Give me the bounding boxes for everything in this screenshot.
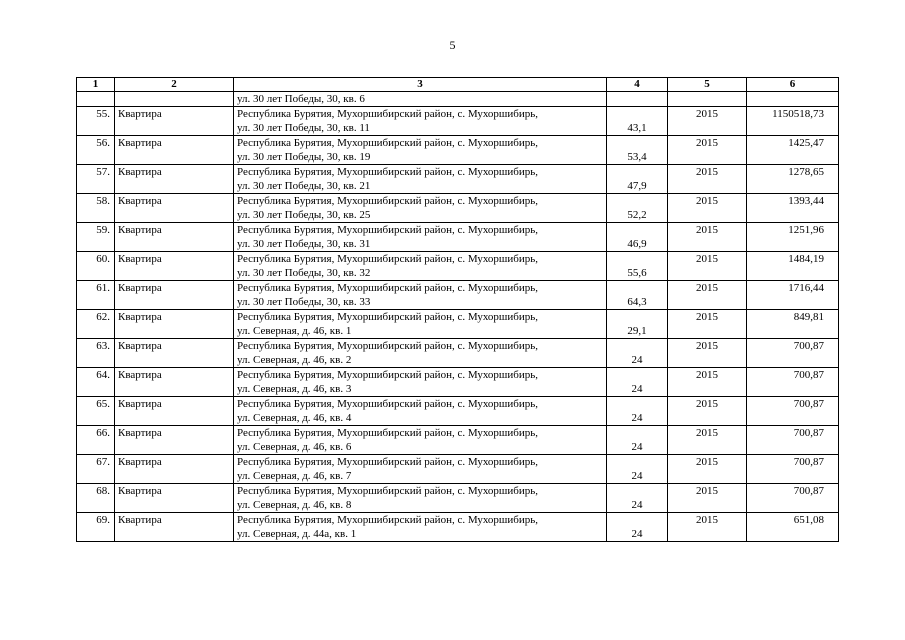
table-row — [77, 310, 839, 339]
address-line-1: Республика Бурятия, Мухоршибирский район, с. Мухоршибирь, — [237, 485, 539, 497]
cost-cell: 1393,44 — [747, 194, 839, 223]
year-cell: 2015 — [668, 397, 747, 426]
cost-cell: 700,87 — [747, 339, 839, 368]
area-cell: 55,6 — [607, 252, 668, 281]
object-type-cell: Квартира — [115, 426, 234, 455]
continuation-row — [77, 92, 839, 107]
address-line-1: Республика Бурятия, Мухоршибирский район, с. Мухоршибирь, — [237, 282, 539, 294]
cost-cell: 700,87 — [747, 455, 839, 484]
table-row — [77, 223, 839, 252]
row-number-cell: 67. — [77, 455, 115, 484]
address-line-2: ул. Северная, д. 46, кв. 2 — [237, 354, 352, 366]
year-cell: 2015 — [668, 484, 747, 513]
address-line-2: ул. 30 лет Победы, 30, кв. 21 — [237, 180, 371, 192]
year-cell: 2015 — [668, 194, 747, 223]
address-cell — [234, 426, 607, 455]
row-number-cell: 65. — [77, 397, 115, 426]
table-row — [77, 194, 839, 223]
address-line-2: ул. 30 лет Победы, 30, кв. 33 — [237, 296, 371, 308]
row-number-cell: 62. — [77, 310, 115, 339]
address-cell — [234, 368, 607, 397]
object-type-cell: Квартира — [115, 107, 234, 136]
cost-cell: 700,87 — [747, 368, 839, 397]
address-line-1: Республика Бурятия, Мухоршибирский район, с. Мухоршибирь, — [237, 224, 539, 236]
year-cell: 2015 — [668, 310, 747, 339]
object-type-cell: Квартира — [115, 397, 234, 426]
row-number-cell: 68. — [77, 484, 115, 513]
table-row — [77, 107, 839, 136]
row-number-cell: 69. — [77, 513, 115, 542]
address-line-2: ул. 30 лет Победы, 30, кв. 32 — [237, 267, 371, 279]
table-header-row — [77, 78, 839, 92]
cost-cell: 1150518,73 — [747, 107, 839, 136]
row-number-cell: 61. — [77, 281, 115, 310]
cost-cell: 1278,65 — [747, 165, 839, 194]
table-row — [77, 252, 839, 281]
row-number-cell: 63. — [77, 339, 115, 368]
page-number: 5 — [449, 38, 456, 52]
address-cell — [234, 194, 607, 223]
column-header: 1 — [77, 78, 115, 92]
area-cell: 43,1 — [607, 107, 668, 136]
address-line-1: Республика Бурятия, Мухоршибирский район, с. Мухоршибирь, — [237, 166, 539, 178]
address-cell — [234, 310, 607, 339]
column-header: 5 — [668, 78, 747, 92]
cost-cell: 700,87 — [747, 426, 839, 455]
address-line-1: Республика Бурятия, Мухоршибирский район, с. Мухоршибирь, — [237, 137, 539, 149]
table-row — [77, 484, 839, 513]
area-cell: 24 — [607, 426, 668, 455]
address-line-1: Республика Бурятия, Мухоршибирский район, с. Мухоршибирь, — [237, 311, 539, 323]
column-header: 4 — [607, 78, 668, 92]
table-body — [77, 92, 839, 542]
address-line-2: ул. Северная, д. 46, кв. 4 — [237, 412, 352, 424]
object-type-cell: Квартира — [115, 368, 234, 397]
address-line-2: ул. 30 лет Победы, 30, кв. 25 — [237, 209, 371, 221]
year-cell: 2015 — [668, 281, 747, 310]
object-type-cell: Квартира — [115, 165, 234, 194]
area-cell: 47,9 — [607, 165, 668, 194]
address-line-2: ул. Северная, д. 46, кв. 1 — [237, 325, 352, 337]
area-cell: 64,3 — [607, 281, 668, 310]
area-cell: 53,4 — [607, 136, 668, 165]
object-type-cell: Квартира — [115, 136, 234, 165]
address-line-1: Республика Бурятия, Мухоршибирский район, с. Мухоршибирь, — [237, 253, 539, 265]
address-cell — [234, 223, 607, 252]
address-cell — [234, 397, 607, 426]
column-header: 6 — [747, 78, 839, 92]
address-cell: ул. 30 лет Победы, 30, кв. 6 — [234, 92, 607, 107]
year-cell: 2015 — [668, 107, 747, 136]
address-line-1: Республика Бурятия, Мухоршибирский район, с. Мухоршибирь, — [237, 195, 539, 207]
row-number-cell: 60. — [77, 252, 115, 281]
row-number-cell: 59. — [77, 223, 115, 252]
address-line-2: ул. 30 лет Победы, 30, кв. 19 — [237, 151, 371, 163]
area-cell: 46,9 — [607, 223, 668, 252]
address-line-1: Республика Бурятия, Мухоршибирский район, с. Мухоршибирь, — [237, 514, 539, 526]
row-number-cell: 57. — [77, 165, 115, 194]
object-type-cell: Квартира — [115, 310, 234, 339]
property-registry-table — [76, 77, 839, 542]
row-number-cell: 66. — [77, 426, 115, 455]
object-type-cell: Квартира — [115, 194, 234, 223]
row-number-cell: 55. — [77, 107, 115, 136]
address-line-1: Республика Бурятия, Мухоршибирский район, с. Мухоршибирь, — [237, 369, 539, 381]
address-line-2: ул. Северная, д. 44а, кв. 1 — [237, 528, 357, 540]
table-row — [77, 339, 839, 368]
address-cell — [234, 339, 607, 368]
address-line-1: Республика Бурятия, Мухоршибирский район, с. Мухоршибирь, — [237, 398, 539, 410]
area-cell: 29,1 — [607, 310, 668, 339]
address-cell — [234, 107, 607, 136]
year-cell: 2015 — [668, 455, 747, 484]
cost-cell: 849,81 — [747, 310, 839, 339]
table-row — [77, 281, 839, 310]
address-line-2: ул. 30 лет Победы, 30, кв. 11 — [237, 122, 370, 134]
table-row — [77, 136, 839, 165]
cost-cell: 1484,19 — [747, 252, 839, 281]
address-cell — [234, 136, 607, 165]
address-line-1: Республика Бурятия, Мухоршибирский район, с. Мухоршибирь, — [237, 427, 539, 439]
object-type-cell: Квартира — [115, 223, 234, 252]
row-number-cell: 58. — [77, 194, 115, 223]
area-cell: 24 — [607, 397, 668, 426]
object-type-cell: Квартира — [115, 455, 234, 484]
year-cell: 2015 — [668, 339, 747, 368]
table-row — [77, 397, 839, 426]
table-row — [77, 426, 839, 455]
table-row — [77, 368, 839, 397]
year-cell: 2015 — [668, 136, 747, 165]
column-header: 2 — [115, 78, 234, 92]
year-cell: 2015 — [668, 252, 747, 281]
address-line-2: ул. Северная, д. 46, кв. 6 — [237, 441, 352, 453]
year-cell: 2015 — [668, 165, 747, 194]
address-line-2: ул. Северная, д. 46, кв. 8 — [237, 499, 352, 511]
year-cell: 2015 — [668, 513, 747, 542]
object-type-cell: Квартира — [115, 339, 234, 368]
cost-cell: 1716,44 — [747, 281, 839, 310]
address-line-1: Республика Бурятия, Мухоршибирский район, с. Мухоршибирь, — [237, 108, 539, 120]
address-line-1: Республика Бурятия, Мухоршибирский район, с. Мухоршибирь, — [237, 340, 539, 352]
table-row — [77, 165, 839, 194]
address-cell — [234, 484, 607, 513]
address-cell — [234, 252, 607, 281]
address-cell — [234, 281, 607, 310]
area-cell: 24 — [607, 484, 668, 513]
year-cell: 2015 — [668, 223, 747, 252]
year-cell: 2015 — [668, 426, 747, 455]
address-line-2: ул. Северная, д. 46, кв. 7 — [237, 470, 352, 482]
table-row — [77, 513, 839, 542]
year-cell: 2015 — [668, 368, 747, 397]
cost-cell: 700,87 — [747, 484, 839, 513]
cost-cell: 700,87 — [747, 397, 839, 426]
row-number-cell: 64. — [77, 368, 115, 397]
address-line-2: ул. Северная, д. 46, кв. 3 — [237, 383, 352, 395]
address-line-1: Республика Бурятия, Мухоршибирский район, с. Мухоршибирь, — [237, 456, 539, 468]
area-cell: 52,2 — [607, 194, 668, 223]
area-cell: 24 — [607, 513, 668, 542]
table-row — [77, 455, 839, 484]
object-type-cell: Квартира — [115, 252, 234, 281]
address-cell — [234, 455, 607, 484]
area-cell: 24 — [607, 368, 668, 397]
object-type-cell: Квартира — [115, 484, 234, 513]
address-cell — [234, 165, 607, 194]
cost-cell: 1251,96 — [747, 223, 839, 252]
column-header: 3 — [234, 78, 607, 92]
area-cell: 24 — [607, 455, 668, 484]
address-cell — [234, 513, 607, 542]
cost-cell: 1425,47 — [747, 136, 839, 165]
row-number-cell: 56. — [77, 136, 115, 165]
object-type-cell: Квартира — [115, 281, 234, 310]
object-type-cell: Квартира — [115, 513, 234, 542]
area-cell: 24 — [607, 339, 668, 368]
cost-cell: 651,08 — [747, 513, 839, 542]
address-line-2: ул. 30 лет Победы, 30, кв. 31 — [237, 238, 371, 250]
